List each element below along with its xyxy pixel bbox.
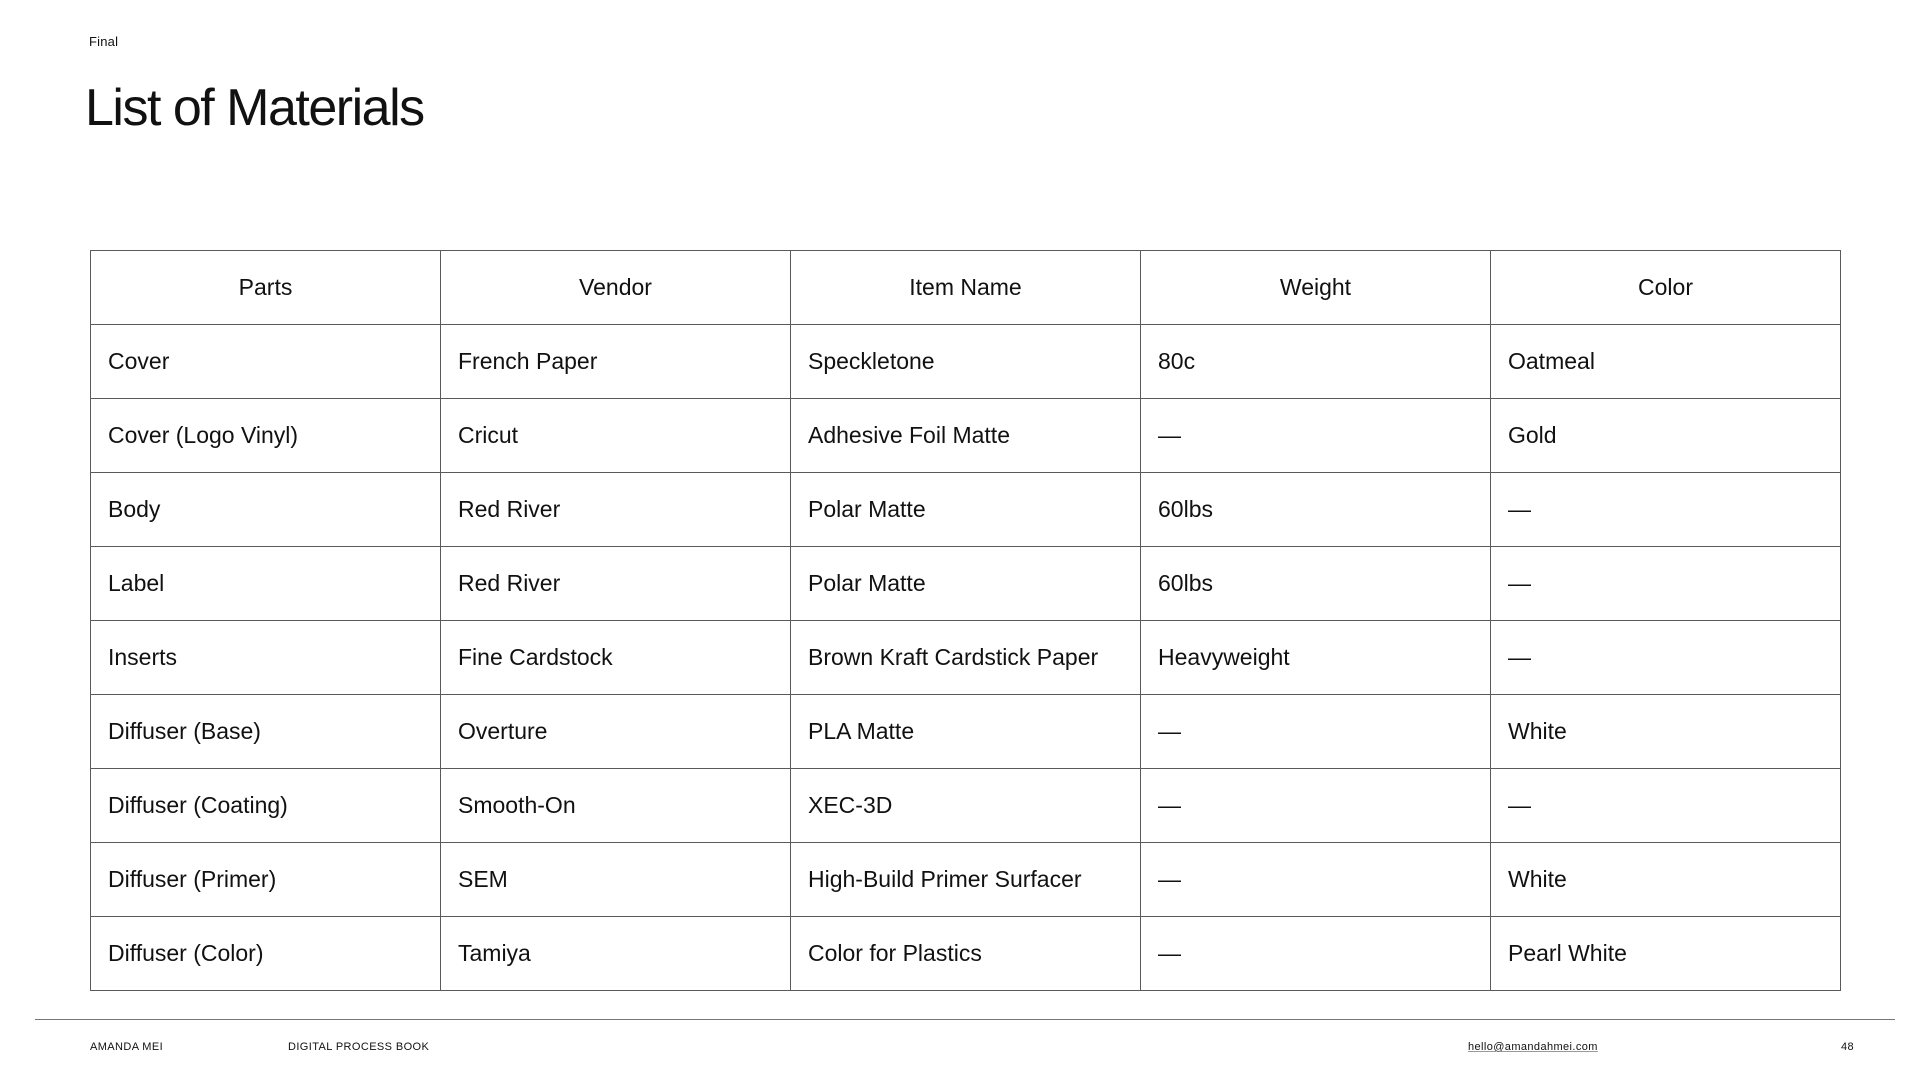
cell-vendor: Red River (441, 473, 791, 547)
cell-weight: — (1141, 917, 1491, 991)
table-row (91, 695, 1841, 769)
cell-vendor: Tamiya (441, 917, 791, 991)
cell-part: Cover (Logo Vinyl) (91, 399, 441, 473)
cell-color: — (1491, 547, 1841, 621)
cell-item-name: PLA Matte (791, 695, 1141, 769)
cell-color: Gold (1491, 399, 1841, 473)
cell-part: Diffuser (Color) (91, 917, 441, 991)
cell-weight: — (1141, 769, 1491, 843)
cell-part: Inserts (91, 621, 441, 695)
cell-color: Pearl White (1491, 917, 1841, 991)
cell-weight: — (1141, 695, 1491, 769)
column-header-color: Color (1491, 251, 1841, 325)
cell-vendor: SEM (441, 843, 791, 917)
cell-item-name: High-Build Primer Surfacer (791, 843, 1141, 917)
column-header-parts: Parts (91, 251, 441, 325)
cell-color: — (1491, 473, 1841, 547)
table-row (91, 843, 1841, 917)
cell-vendor: Cricut (441, 399, 791, 473)
table-row (91, 325, 1841, 399)
cell-item-name: Brown Kraft Cardstick Paper (791, 621, 1141, 695)
cell-item-name: XEC-3D (791, 769, 1141, 843)
column-header-item-name: Item Name (791, 251, 1141, 325)
column-header-weight: Weight (1141, 251, 1491, 325)
page-number: 48 (1841, 1041, 1855, 1053)
column-header-vendor: Vendor (441, 251, 791, 325)
materials-table (90, 250, 1841, 991)
cell-color: White (1491, 695, 1841, 769)
cell-item-name: Polar Matte (791, 547, 1141, 621)
page-title: List of Materials (85, 79, 424, 137)
table-row (91, 399, 1841, 473)
cell-weight: — (1141, 399, 1491, 473)
footer-divider (35, 1019, 1895, 1020)
cell-weight: 80c (1141, 325, 1491, 399)
cell-vendor: French Paper (441, 325, 791, 399)
table-row (91, 769, 1841, 843)
cell-vendor: Overture (441, 695, 791, 769)
cell-weight: — (1141, 843, 1491, 917)
cell-vendor: Red River (441, 547, 791, 621)
cell-part: Diffuser (Primer) (91, 843, 441, 917)
cell-color: — (1491, 769, 1841, 843)
cell-weight: Heavyweight (1141, 621, 1491, 695)
table-row (91, 547, 1841, 621)
cell-part: Diffuser (Base) (91, 695, 441, 769)
cell-weight: 60lbs (1141, 547, 1491, 621)
footer-email-link[interactable]: hello@amandahmei.com (1468, 1041, 1598, 1053)
cell-item-name: Color for Plastics (791, 917, 1141, 991)
cell-weight: 60lbs (1141, 473, 1491, 547)
cell-part: Diffuser (Coating) (91, 769, 441, 843)
table-row (91, 917, 1841, 991)
cell-color: White (1491, 843, 1841, 917)
cell-part: Cover (91, 325, 441, 399)
cell-item-name: Speckletone (791, 325, 1141, 399)
footer-author: AMANDA MEI (90, 1041, 164, 1053)
table-row (91, 621, 1841, 695)
cell-vendor: Smooth-On (441, 769, 791, 843)
cell-item-name: Polar Matte (791, 473, 1141, 547)
table-row (91, 473, 1841, 547)
cell-part: Label (91, 547, 441, 621)
cell-vendor: Fine Cardstock (441, 621, 791, 695)
cell-part: Body (91, 473, 441, 547)
cell-color: — (1491, 621, 1841, 695)
section-label: Final (89, 34, 119, 49)
cell-item-name: Adhesive Foil Matte (791, 399, 1141, 473)
footer-book-title: DIGITAL PROCESS BOOK (288, 1041, 430, 1053)
cell-color: Oatmeal (1491, 325, 1841, 399)
table-header-row (91, 251, 1841, 325)
